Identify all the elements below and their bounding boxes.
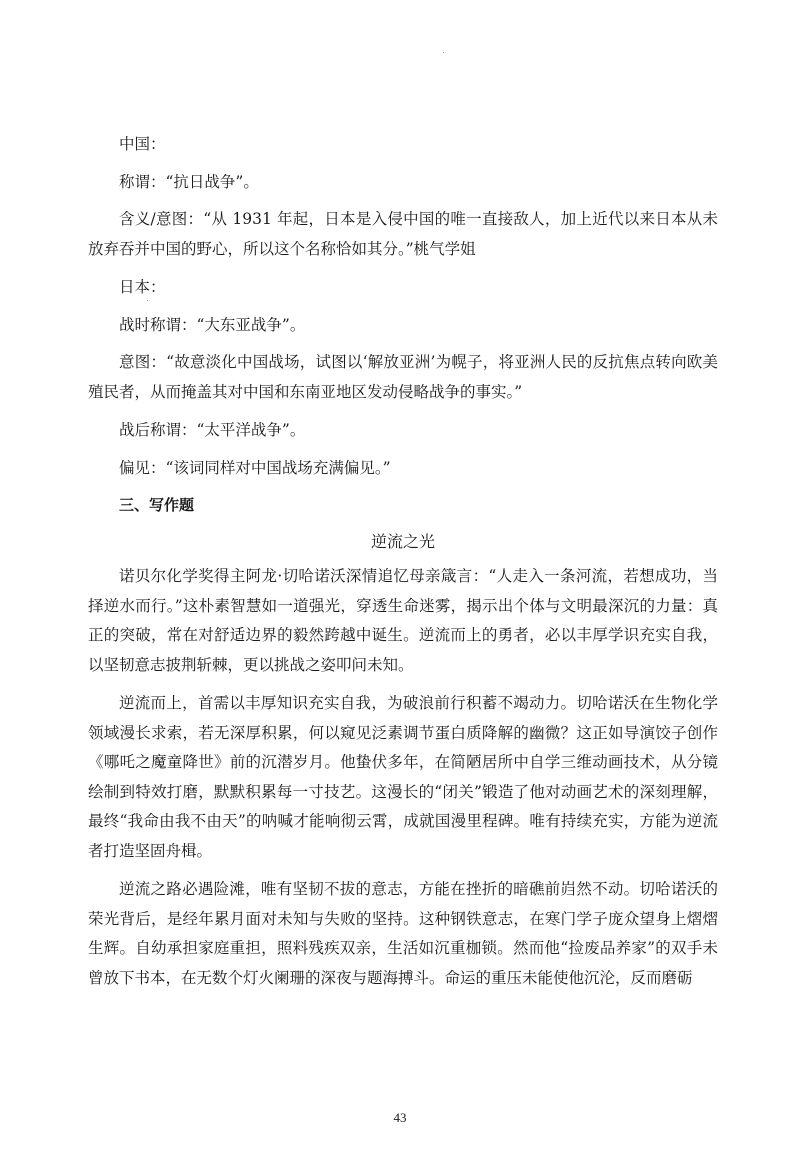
page-number: 43 (393, 1110, 407, 1125)
scan-speck (443, 52, 444, 53)
essay-paragraph-3: 逆流之路必遇险滩，唯有坚韧不拔的意志，方能在挫折的暗礁前岿然不动。切哈诺沃的荣光背后，是经年累月面对未知与失败的坚持。这种钢铁意志，在寒门学子庞众望身上熠熠生辉。自幼承担家庭重担，照料残疾双亲，生活如沉重枷锁。然而他“捡废品养家”的双手未曾放下书本，在无数个灯火阑珊的深夜与题海搏斗。命运的重压未能使他沉沦，反而磨砺 (88, 880, 718, 987)
essay-title: 逆流之光 (370, 531, 435, 551)
japan-postwar-name: 战后称谓：“太平洋战争”。 (119, 421, 306, 439)
essay-paragraph-1: 诺贝尔化学奖得主阿龙·切哈诺沃深情追忆母亲箴言：“人走入一条河流，若想成功，当择逆水而行。”这朴素智慧如一道强光，穿透生命迷雾，揭示出个体与文明最深沉的力量：真正的突破，常在对舒适边界的毅然跨越中诞生。逆流而上的勇者，必以丰厚学识充实自我，以坚韧意志披荆斩棘，更以挑战之姿叩问未知。 (88, 567, 718, 674)
china-meaning-line: 含义/意图：“从 1931 年起，日本是入侵中国的唯一直接敌人，加上近代以来日本从未放弃吞并中国的野心，所以这个名称恰如其分。”桃气学姐 (88, 210, 718, 258)
japan-intent: 意图：“故意淡化中国战场，试图以‘解放亚洲’为幌子，将亚洲人民的反抗焦点转向欧美殖民者，从而掩盖其对中国和东南亚地区发动侵略战争的事实。” (88, 353, 718, 401)
japan-label: 日本： (119, 278, 166, 296)
china-label: 中国： (119, 135, 166, 153)
writing-heading: 三、写作题 (119, 496, 195, 514)
china-name-line: 称谓：“抗日战争”。 (119, 172, 259, 191)
page-content (88, 130, 718, 1002)
japan-wartime-name: 战时称谓：“大东亚战争”。 (119, 315, 306, 334)
japan-bias: 偏见：“该词同样对中国战场充满偏见。” (119, 458, 391, 477)
essay-paragraph-2: 逆流而上，首需以丰厚知识充实自我，为破浪前行积蓄不竭动力。切哈诺沃在生物化学领域漫长求索，若无深厚积累，何以窥见泛素调节蛋白质降解的幽微？这正如导演饺子创作《哪吒之魔童降世》前的沉潜岁月。他蛰伏多年，在简陋居所中自学三维动画技术，从分镜绘制到特效打磨，默默积累每一寸技艺。这漫长的“闭关”锻造了他对动画艺术的深刻理解，最终“我命由我不由天”的呐喊才能响彻云霄，成就国漫里程碑。唯有持续充实，方能为逆流者打造坚固舟楫。 (88, 694, 718, 860)
